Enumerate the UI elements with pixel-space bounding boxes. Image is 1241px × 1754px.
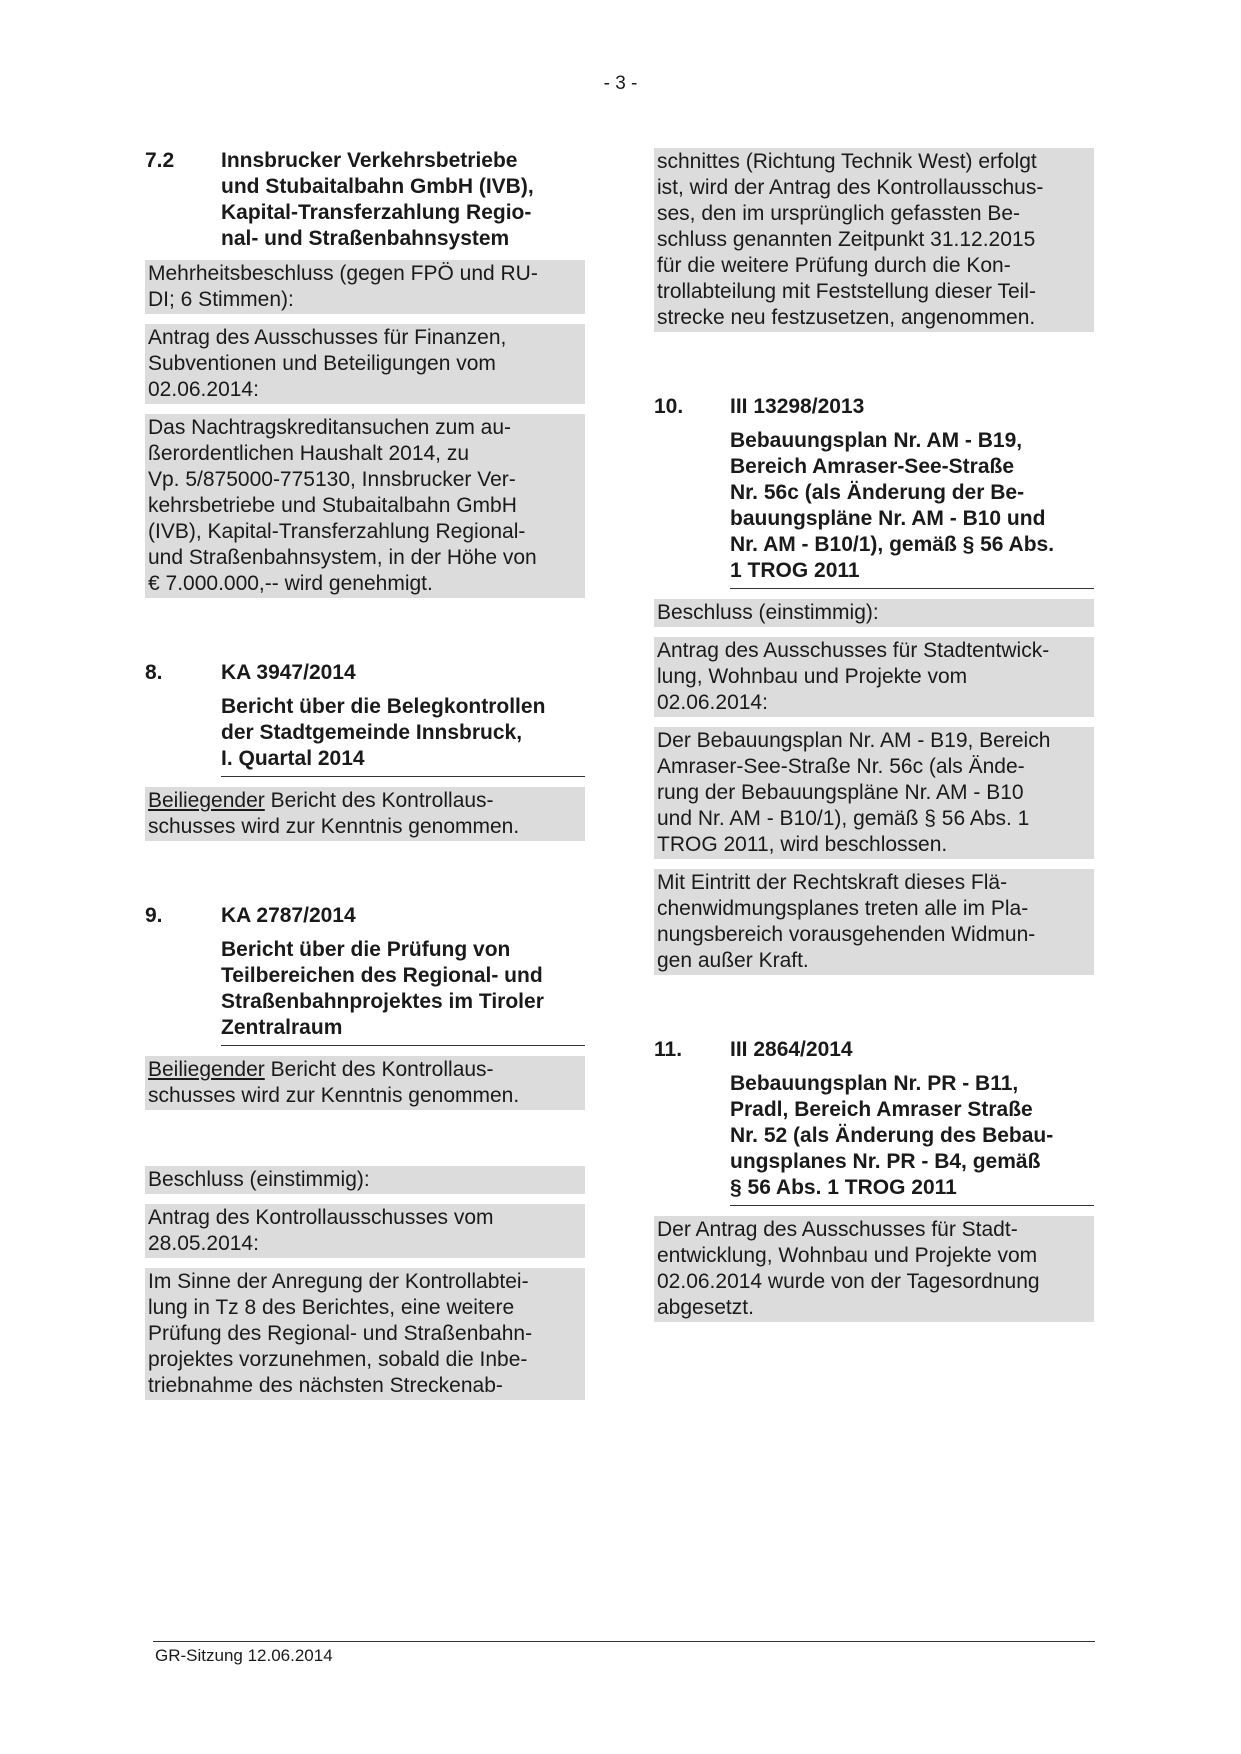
item-number: 10. — [654, 395, 684, 418]
item-code: III 13298/2013 — [730, 395, 865, 418]
resolution-type: Beschluss (einstimmig): — [654, 599, 1094, 627]
item-code: KA 2787/2014 — [221, 904, 356, 927]
resolution-note: Mit Eintritt der Rechtskraft dieses Flä- chenwidmungsplanes treten alle im Pla- nungsbereich vorausgehenden Widmun- gen außer Kraft. — [654, 869, 1094, 975]
item-11-heading — [654, 1037, 1094, 1063]
item-title: Bericht über die Prüfung von Teilbereichen des Regional- und Straßenbahnprojektes im Tiroler Zentralraum — [221, 937, 585, 1046]
page-number: - 3 - — [603, 73, 638, 94]
resolution-text: Das Nachtragskreditansuchen zum au- ßerordentlichen Haushalt 2014, zu Vp. 5/875000-775130, Innsbrucker Ver- kehrsbetriebe und Stubaitalbahn GmbH (IVB), Kapital-Transferzahlung Regional- und Straßenbahnsystem, in der Höhe von € 7.000.000,-- wird genehmigt. — [145, 414, 585, 598]
motion-text: Antrag des Ausschusses für Stadtentwick- lung, Wohnbau und Projekte vom 02.06.2014: — [654, 637, 1094, 717]
resolution-text: Der Antrag des Ausschusses für Stadt- entwicklung, Wohnbau und Projekte vom 02.06.2014 wurde von der Tagesordnung abgesetzt. — [654, 1216, 1094, 1322]
resolution-text-continued: schnittes (Richtung Technik West) erfolgt ist, wird der Antrag des Kontrollausschus- ses, den im ursprünglich gefassten Be- schluss genannten Zeitpunkt 31.12.2015 für die weitere Prüfung durch die Kon- trollabteilung mit Feststellung dieser Teil- strecke neu festzusetzen, angenommen. — [654, 148, 1094, 332]
motion-text: Antrag des Ausschusses für Finanzen, Subventionen und Beteiligungen vom 02.06.2014: — [145, 324, 585, 404]
report-note: Beiliegender Bericht des Kontrollaus- schusses wird zur Kenntnis genommen. — [145, 1056, 585, 1110]
footer-text: GR-Sitzung 12.06.2014 — [155, 1646, 333, 1665]
item-number: 9. — [145, 904, 163, 927]
item-8-heading — [145, 660, 585, 686]
item-10-heading — [654, 394, 1094, 420]
right-column — [654, 148, 1094, 1322]
motion-text: Antrag des Kontrollausschusses vom 28.05.2014: — [145, 1204, 585, 1258]
item-title: Bericht über die Belegkontrollen der Stadtgemeinde Innsbruck, I. Quartal 2014 — [221, 694, 585, 777]
item-number: 11. — [654, 1038, 683, 1061]
item-number: 7.2 — [145, 149, 175, 172]
footer-divider — [153, 1641, 1095, 1642]
item-title: Bebauungsplan Nr. AM - B19, Bereich Amraser-See-Straße Nr. 56c (als Änderung der Be- bauungspläne Nr. AM - B10 und Nr. AM - B10/1), gemäß § 56 Abs. 1 TROG 2011 — [730, 428, 1094, 589]
item-title: Innsbrucker Verkehrsbetriebe und Stubaitalbahn GmbH (IVB), Kapital-Transferzahlung Regio- nal- und Straßenbahnsystem — [221, 149, 534, 250]
item-9-heading — [145, 903, 585, 929]
left-column — [145, 148, 585, 1400]
resolution-text: Der Bebauungsplan Nr. AM - B19, Bereich Amraser-See-Straße Nr. 56c (als Ände- rung der Bebauungspläne Nr. AM - B10 und Nr. AM - B10/1), gemäß § 56 Abs. 1 TROG 2011, wird beschlossen. — [654, 727, 1094, 859]
item-code: KA 3947/2014 — [221, 661, 356, 684]
item-number: 8. — [145, 661, 163, 684]
resolution-type: Mehrheitsbeschluss (gegen FPÖ und RU- DI; 6 Stimmen): — [145, 260, 585, 314]
item-title: Bebauungsplan Nr. PR - B11, Pradl, Bereich Amraser Straße Nr. 52 (als Änderung des Bebau- ungsplanes Nr. PR - B4, gemäß § 56 Abs. 1 TROG 2011 — [730, 1071, 1094, 1206]
resolution-type: Beschluss (einstimmig): — [145, 1166, 585, 1194]
report-note: Beiliegender Bericht des Kontrollaus- schusses wird zur Kenntnis genommen. — [145, 787, 585, 841]
item-7-2-heading — [145, 148, 585, 252]
resolution-text: Im Sinne der Anregung der Kontrollabtei- lung in Tz 8 des Berichtes, eine weitere Prüfung des Regional- und Straßenbahn- projektes vorzunehmen, sobald die Inbe- triebnahme des nächsten Streckenab- — [145, 1268, 585, 1400]
item-code: III 2864/2014 — [730, 1038, 853, 1061]
